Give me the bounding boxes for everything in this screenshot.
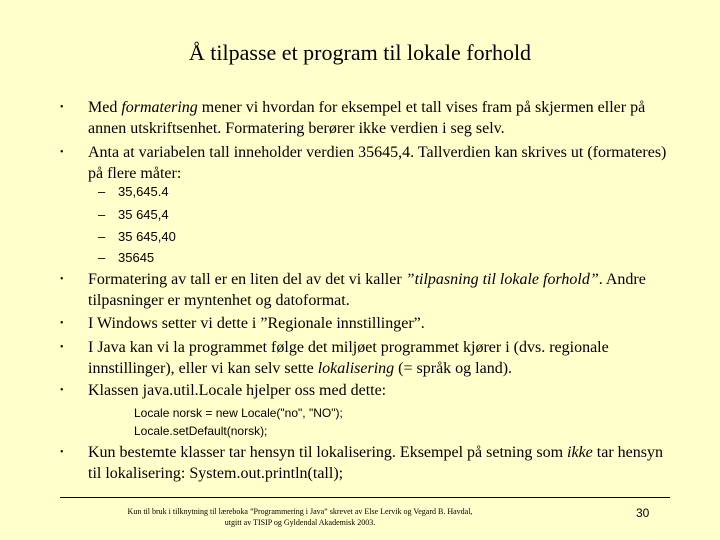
bullet-text: I Windows setter vi dette i ”Regionale innstillinger”.: [88, 315, 425, 332]
bullet-text: Kun bestemte klasser tar hensyn til lokalisering. Eksempel på setning som ikke tar hensyn til lokalisering: System.out.println(tall);: [88, 444, 663, 482]
bullet-text: Formatering av tall er en liten del av det vi kaller ”tilpasning til lokale forhold”. Andre tilpasninger er myntenhet og datoformat.: [88, 271, 646, 309]
bullet-item: [60, 97, 670, 139]
bullet-item: [60, 269, 670, 311]
bullet-marker: •: [60, 342, 64, 353]
bullet-item: [60, 142, 670, 184]
footer-text: [90, 506, 510, 528]
bullet-marker: •: [60, 147, 64, 158]
slide-title: Å tilpasse et program til lokale forhold: [188, 40, 532, 65]
bullet-marker: •: [60, 385, 64, 396]
bullet-marker: •: [60, 274, 64, 285]
bullet-text: Klassen java.util.Locale hjelper oss med dette:: [88, 382, 387, 399]
sub-list-item: – 35,645.4: [98, 184, 169, 199]
bullet-text: I Java kan vi la programmet følge det miljøet programmet kjører i (dvs. regionale innstillinger), eller vi kan selv sette lokalisering (= språk og land).: [88, 339, 609, 377]
footer-divider: [60, 497, 670, 498]
bullet-marker: •: [60, 447, 64, 458]
bullet-text: Med formatering mener vi hvordan for eksempel et tall vises fram på skjermen eller på annen utskriftsenhet. Formatering berører ikke verdien i seg selv.: [88, 99, 646, 137]
code-line: Locale norsk = new Locale("no", "NO");: [134, 406, 343, 420]
bullet-item: [60, 380, 670, 401]
sub-list-item: – 35645: [98, 250, 155, 265]
footer-line: utgitt av TISIP og Gyldendal Akademisk 2003.: [224, 518, 376, 527]
bullet-item: [60, 337, 670, 379]
sub-list-item: – 35 645,4: [98, 207, 169, 222]
bullet-marker: •: [60, 102, 64, 113]
code-line: Locale.setDefault(norsk);: [134, 424, 268, 438]
bullet-text: Anta at variabelen tall inneholder verdien 35645,4. Tallverdien kan skrives ut (formateres) på flere måter:: [88, 144, 667, 182]
bullet-item: [60, 313, 670, 334]
bullet-marker: •: [60, 318, 64, 329]
sub-list-item: – 35 645,40: [98, 229, 176, 244]
bullet-item: [60, 442, 670, 484]
page-number: 30: [636, 506, 650, 520]
footer-line: Kun til bruk i tilknytning til læreboka ”Programmering i Java” skrevet av Else Lervik og Vegard B. Havdal,: [127, 507, 473, 516]
